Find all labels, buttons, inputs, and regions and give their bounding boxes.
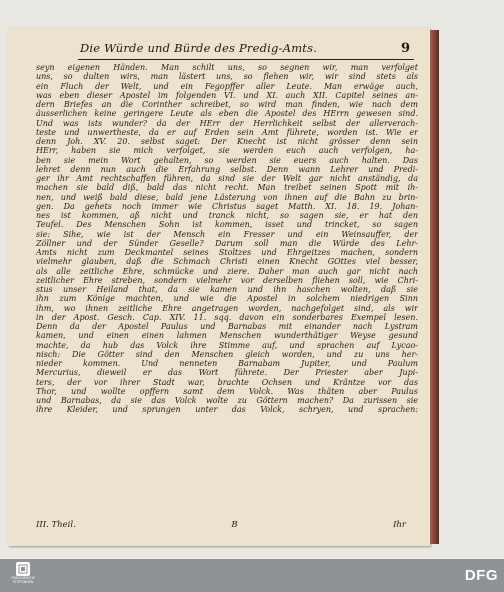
- text-line: nieder kommen. Und nenneten Barnabam Jupiter, und Paulum: [36, 359, 418, 368]
- text-line: äusserlichen keine geringere Leute als eben die Apostel des HErrn gewesen sind.: [36, 109, 418, 119]
- signature-mark: III. Theil.: [36, 520, 76, 530]
- text-line: machte, da hub das Volck ihre Stimme auf, und sprachen auf Lycao-: [36, 340, 418, 350]
- text-line: ihre Kleider, und sprungen unter das Volck, schryen, und sprachen:: [36, 405, 418, 415]
- text-line: dern Briefes an die Corinther schreibet, so wird man finden, wie nach dem: [36, 100, 418, 109]
- text-line: in der Apost. Gesch. Cap. XIV. 11. sqq. davon ein sonderbares Exempel lesen.: [36, 312, 418, 322]
- page-footer-marks: [36, 520, 406, 530]
- page-number: 9: [400, 41, 410, 56]
- text-line: kamen, und einen einen lahmen Menschen wunderthätiger Weyse gesund: [36, 331, 418, 341]
- dfg-logo[interactable]: DFG: [464, 567, 498, 584]
- text-line: ben sie mein Wort gehalten, so werden sie euers auch halten. Das: [36, 155, 418, 165]
- text-line: ger ihr Amt rechtschaffen führen, da sind sie der Welt gar nicht anständig, da: [36, 174, 418, 183]
- text-line: Teufel. Des Menschen Sohn ist kommen, isset und trincket, so sagen: [36, 220, 418, 230]
- text-line: nes ist kommen, aß nicht und tranck nicht, so sagen sie, er hat den: [36, 211, 418, 220]
- library-crest-icon: [16, 562, 30, 576]
- text-line: machen sie bald diß, bald das nicht recht. Man treibet seinen Spott mit ih-: [36, 183, 418, 193]
- running-head: Die Würde und Bürde des Predig-Amts.: [80, 41, 318, 55]
- text-line: und Barnabas, da sie das Volck wolte zu Göttern machen? Da zurissen sie: [36, 396, 418, 405]
- text-line: Amts nicht zum Deckmantel seines Stoltzes und Ehrgeitzes machen, sondern: [36, 248, 418, 257]
- text-line: ihm, wo ihnen zeitliche Ehre angetragen worden, nachgefolget sind, als wir: [36, 303, 418, 313]
- library-logo-text: FRANCKESCHE STIFTUNGEN: [11, 576, 35, 584]
- text-line: vielmehr glauben, daß die Schmach Christi einen Knecht GOttes viel besser,: [36, 257, 418, 267]
- library-logo[interactable]: [6, 562, 40, 590]
- text-line: Thor, und wollte opffern samt dem Volck. Was thäten aber Paulus: [36, 386, 418, 396]
- text-line: seyn eigenen Händen. Man schilt uns, so segnen wir, man verfolget: [36, 63, 418, 72]
- text-line: als alle zeitliche Ehre, schmücke und ziere. Daher man auch gar nicht nach: [36, 266, 418, 276]
- book-cover-edge: [430, 30, 439, 544]
- text-line: nisch: Die Götter sind den Menschen gleich worden, und zu uns her-: [36, 349, 418, 359]
- text-line: nen, und weiß bald diese, bald jene Lästerung von ihnen auf die Bahn zu brin-: [36, 192, 418, 202]
- text-line: teste und unwertheste, da er auf Erden sein Amt führete, worden ist. Wie er: [36, 127, 418, 137]
- text-line: stus unser Heiland that, da sie kamen und ihn haschen wolten, daß sie: [36, 285, 418, 294]
- book-page: [8, 28, 430, 546]
- text-line: was eben dieser Apostel im folgenden VI. und XI. auch XII. Capitel seines an-: [36, 90, 418, 100]
- page-header: [80, 41, 410, 59]
- text-line: ters, der vor ihrer Stadt war, brachte Ochsen und Kräntze vor das: [36, 377, 418, 387]
- text-line: Zöllner und der Sünder Geselle? Darum soll man die Würde des Lehr-: [36, 238, 418, 248]
- text-line: Mercurius, dieweil er das Wort führete. Der Priester aber Jupi-: [36, 368, 418, 378]
- header-rule: [78, 59, 414, 60]
- text-line: ihn zum Könige machten, und wie die Apostel in solchem niedrigen Sinn: [36, 294, 418, 304]
- text-line: gen. Da gehets noch immer wie Christus saget Matth. XI. 18. 19. Johan-: [36, 201, 418, 211]
- text-line: sie: Sihe, wie ist der Mensch ein Fresser und ein Weinsauffer, der: [36, 229, 418, 239]
- text-line: ein Fluch der Welt, und ein Fegopffer aller Leute. Man erwäge auch,: [36, 81, 418, 91]
- body-text: [36, 63, 418, 415]
- text-line: zeitlicher Ehre streben, sondern vielmehr vor derselben fliehen soll, wie Chri-: [36, 275, 418, 285]
- text-line: Und was ists wunder? da der HErr der Herrlichkeit selbst der allerverach-: [36, 118, 418, 128]
- catchword: Ihr: [393, 520, 406, 530]
- text-line: HErr, haben sie mich verfolget, sie werden euch auch verfolgen, ha-: [36, 146, 418, 156]
- sheet-mark: B: [231, 520, 238, 530]
- text-line: lehret denn nun auch die Erfahrung selbst. Denn wann Lehrer und Predi-: [36, 164, 418, 174]
- viewer-footer-bar: [0, 559, 504, 592]
- text-line: uns, so dulten wirs, man lästert uns, so flehen wir, wir sind stets als: [36, 72, 418, 82]
- text-line: denn Joh. XV. 20. selbst saget: Der Knecht ist nicht grösser denn sein: [36, 137, 418, 146]
- text-line: Denn da der Apostel Paulus und Barnabas mit einander nach Lystram: [36, 322, 418, 331]
